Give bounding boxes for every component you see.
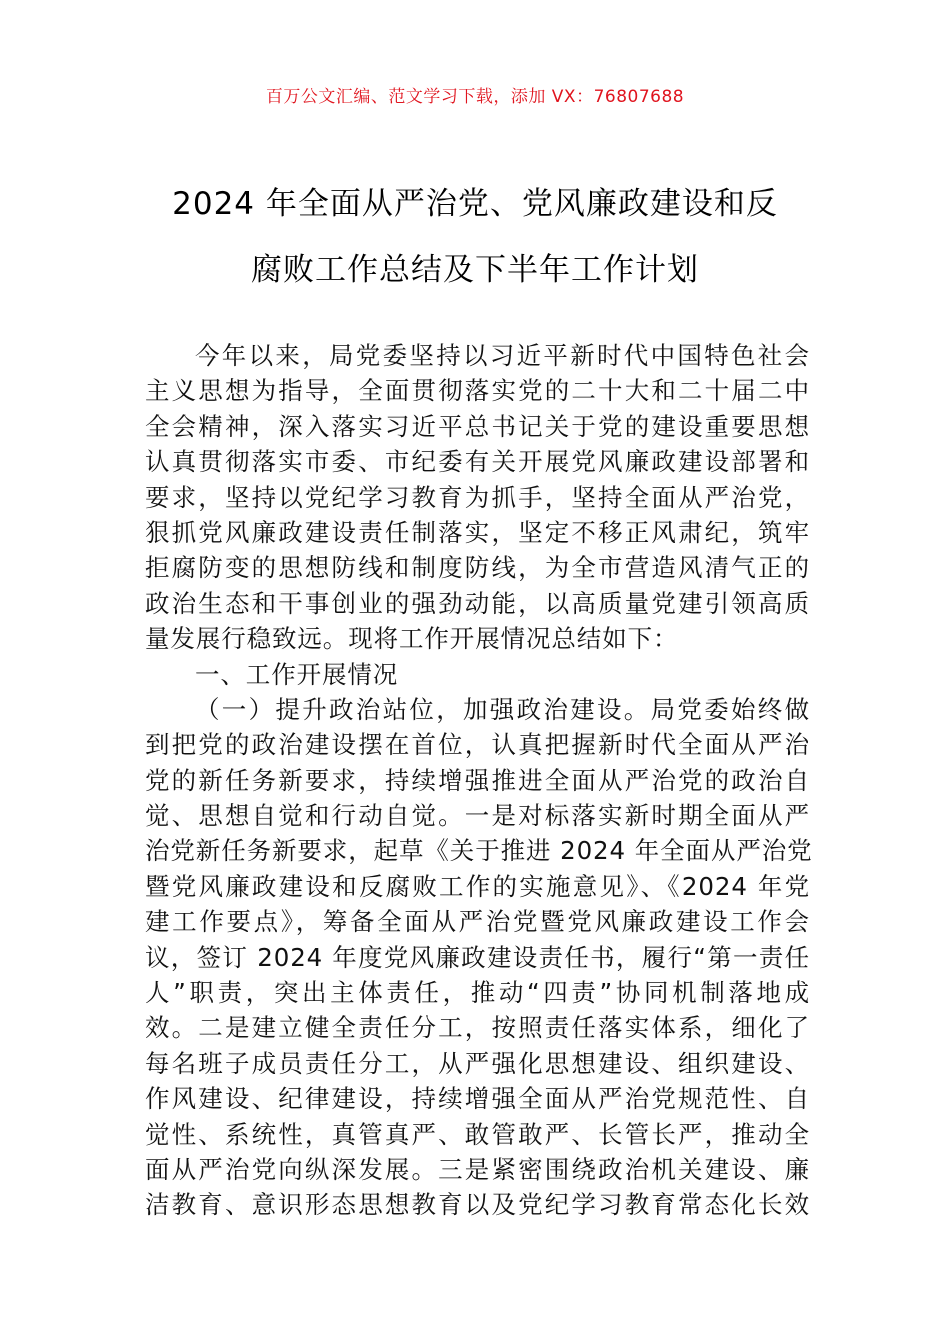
paragraph-line: 全会精神，深入落实习近平总书记关于党的建设重要思想: [145, 411, 810, 441]
paragraph-line: 到把党的政治建设摆在首位，认真把握新时代全面从严治: [145, 730, 810, 760]
paragraph-line: 认真贯彻落实市委、市纪委有关开展党风廉政建设部署和: [145, 447, 810, 477]
paragraph-line: 暨党风廉政建设和反腐败工作的实施意见》、《2024 年党: [145, 871, 810, 901]
paragraph-line: 主义思想为指导，全面贯彻落实党的二十大和二十届二中: [145, 376, 810, 406]
document-title-line-2: 腐败工作总结及下半年工作计划: [251, 252, 699, 288]
paragraph-line: 党的新任务新要求，持续增强推进全面从严治党的政治自: [145, 765, 810, 795]
paragraph-line: 觉、思想自觉和行动自觉。一是对标落实新时期全面从严: [145, 801, 810, 831]
paragraph-line: 政治生态和干事创业的强劲动能，以高质量党建引领高质: [145, 588, 810, 618]
paragraph-line: 人”职责，突出主体责任，推动“四责”协同机制落地成: [145, 978, 810, 1008]
paragraph-line: 作风建设、纪律建设，持续增强全面从严治党规范性、自: [145, 1084, 810, 1114]
paragraph-line: 狠抓党风廉政建设责任制落实，坚定不移正风肃纪，筑牢: [145, 517, 810, 547]
paragraph-line: 量发展行稳致远。现将工作开展情况总结如下：: [145, 624, 679, 654]
watermark-header: 百万公文汇编、范文学习下载，添加 VX：76807688: [265, 87, 685, 107]
paragraph-line: 觉性、系统性，真管真严、敢管敢严、长管长严，推动全: [145, 1119, 810, 1149]
paragraph-line: 洁教育、意识形态思想教育以及党纪学习教育常态化长效: [145, 1190, 810, 1220]
paragraph-line: 面从严治党向纵深发展。三是紧密围绕政治机关建设、廉: [145, 1154, 810, 1184]
paragraph-line: 议，签订 2024 年度党风廉政建设责任书，履行“第一责任: [145, 942, 810, 972]
paragraph-line: 每名班子成员责任分工，从严强化思想建设、组织建设、: [145, 1048, 810, 1078]
paragraph-line: 治党新任务新要求，起草《关于推进 2024 年全面从严治党: [145, 836, 813, 866]
document-title-line-1: 2024 年全面从严治党、党风廉政建设和反: [172, 186, 778, 222]
paragraph-line: 要求，坚持以党纪学习教育为抓手，坚持全面从严治党，: [145, 482, 810, 512]
paragraph-line: 今年以来，局党委坚持以习近平新时代中国特色社会: [195, 341, 810, 370]
paragraph-line: 拒腐防变的思想防线和制度防线，为全市营造风清气正的: [145, 553, 810, 583]
paragraph-line: 效。二是建立健全责任分工，按照责任落实体系，细化了: [145, 1013, 810, 1043]
subsection-heading-line: （一）提升政治站位，加强政治建设。局党委始终做: [195, 694, 810, 724]
section-heading: 一、工作开展情况: [195, 659, 399, 689]
paragraph-line: 建工作要点》，筹备全面从严治党暨党风廉政建设工作会: [145, 907, 810, 937]
document-body: [145, 338, 813, 1223]
